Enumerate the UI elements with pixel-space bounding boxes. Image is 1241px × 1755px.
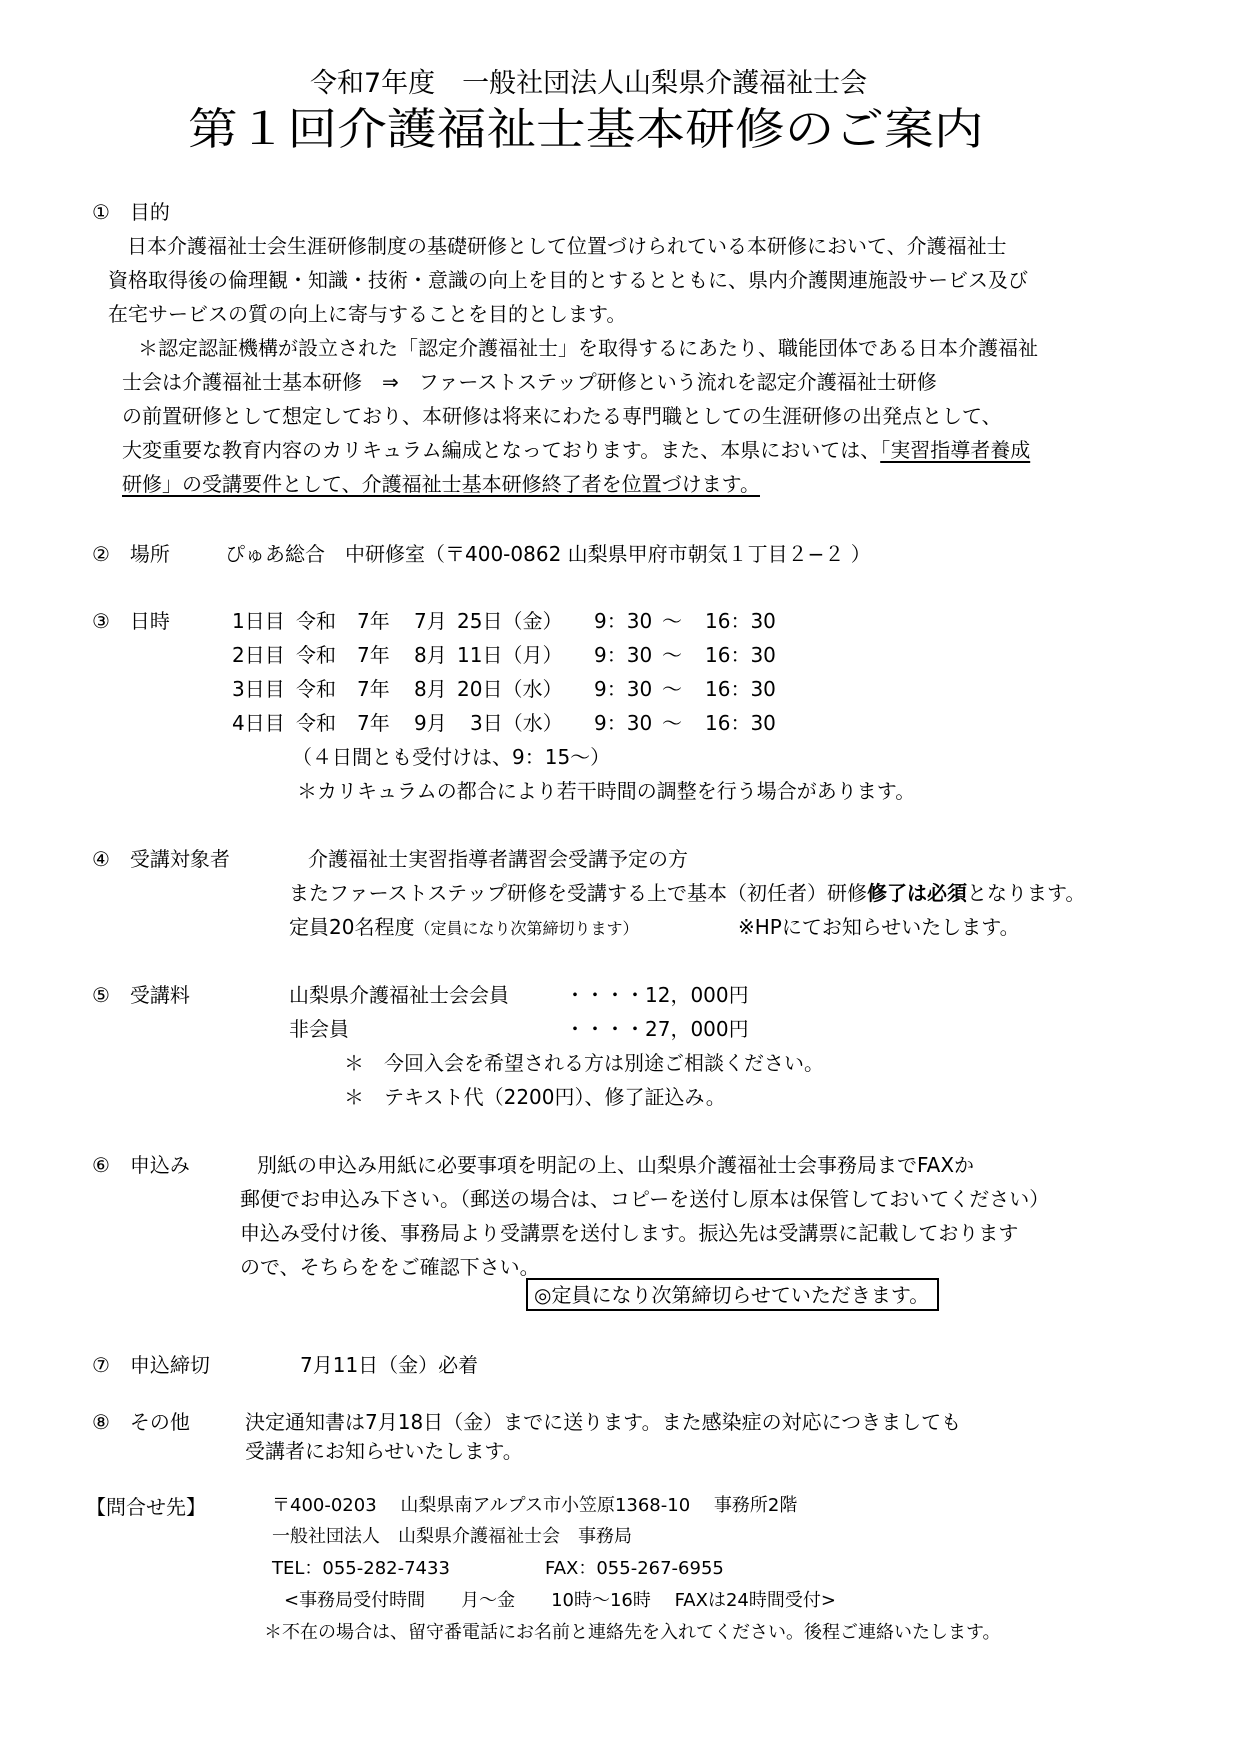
schedule-start: 9：30 [594,711,653,735]
schedule-date: 3日（水） [470,711,563,735]
contact-hours: <事務局受付時間 月〜金 10時〜16時 FAXは24時間受付> [284,1590,836,1611]
target-line-2-bold: 修了は必須 [867,881,967,905]
schedule-month: 8月 [414,643,447,667]
schedule-era: 令和 [296,711,336,735]
schedule-end: 16：30 [705,643,776,667]
schedule-sep: 〜 [662,609,682,633]
schedule-sep: 〜 [662,711,682,735]
capacity-text: 定員20名程度 [289,915,415,939]
deadline-heading: ⑦ 申込締切 [92,1353,210,1377]
purpose-line-7-text: 大変重要な教育内容のカリキュラム編成となっております。また、本県においては、 [122,438,881,462]
contact-fax: FAX：055-267-6955 [545,1558,724,1579]
purpose-line-7 [122,440,1030,460]
schedule-start: 9：30 [594,643,653,667]
schedule-era: 令和 [296,609,336,633]
purpose-line-7-underlined: 「実習指導者養成 [880,438,1031,462]
schedule-sep: 〜 [662,643,682,667]
datetime-note-reception: （４日間とも受付けは、9：15〜） [292,745,611,769]
schedule-date: 25日（金） [457,609,563,633]
application-line-2: 郵便でお申込み下さい。（郵送の場合は、コピーを送付し原本は保管しておいてください） [240,1187,1050,1211]
purpose-line-5: 士会は介護福祉士基本研修 ⇒ ファーストステップ研修という流れを認定介護福祉士研修 [122,370,937,394]
contact-heading: 【問合せ先】 [86,1495,206,1519]
capacity-note: （定員になり次第締切ります） [414,919,639,938]
schedule-sep: 〜 [662,677,682,701]
fee-note-text: ＊ テキスト代（2200円）、修了証込み。 [344,1085,726,1109]
place-heading: ② 場所 [92,542,170,566]
datetime-note-adjust: ＊カリキュラムの都合により若干時間の調整を行う場合があります。 [297,779,916,803]
schedule-year: 7年 [357,609,390,633]
schedule-era: 令和 [296,677,336,701]
schedule-month: 8月 [414,677,447,701]
schedule-era: 令和 [296,643,336,667]
contact-tel: TEL：055-282-7433 [272,1558,450,1579]
purpose-line-3: 在宅サービスの質の向上に寄与することを目的とします。 [108,302,627,326]
schedule-end: 16：30 [705,609,776,633]
schedule-month: 7月 [414,609,447,633]
schedule-day: 2日目 [232,643,285,667]
purpose-heading: ① 目的 [92,200,170,224]
hp-note: ※HPにてお知らせいたします。 [738,915,1020,939]
subtitle: 令和7年度 一般社団法人山梨県介護福祉士会 [310,68,868,99]
fee-member-price: ・・・・12，000円 [565,983,749,1007]
schedule-year: 7年 [357,677,390,701]
place-value: ぴゅあ総合 中研修室（〒400-0862 山梨県甲府市朝気１丁目２−２ ） [225,542,871,566]
purpose-line-2: 資格取得後の倫理観・知識・技術・意識の向上を目的とするとともに、県内介護関連施設サービス及び [108,268,1028,292]
target-heading: ④ 受講対象者 [92,847,230,871]
capacity-deadline-notice: ◎定員になり次第締切らせていただきます。 [526,1278,939,1311]
purpose-line-8: 研修」の受講要件として、介護福祉士基本研修終了者を位置づけます。 [122,472,760,496]
target-line-1: 介護福祉士実習指導者講習会受講予定の方 [308,847,688,871]
target-capacity [289,917,638,937]
application-heading: ⑥ 申込み [92,1153,190,1177]
contact-absent-note: ＊不在の場合は、留守番電話にお名前と連絡先を入れてください。後程ご連絡いたします。 [264,1622,1001,1643]
schedule-day: 3日目 [232,677,285,701]
target-line-2c: となります。 [967,881,1086,905]
schedule-month: 9月 [414,711,447,735]
page-title: 第１回介護福祉士基本研修のご案内 [188,104,984,155]
application-line-1: 別紙の申込み用紙に必要事項を明記の上、山梨県介護福祉士会事務局までFAXか [257,1153,975,1177]
schedule-end: 16：30 [705,677,776,701]
schedule-date: 20日（水） [457,677,563,701]
contact-organization: 一般社団法人 山梨県介護福祉士会 事務局 [272,1526,632,1547]
fee-heading: ⑤ 受講料 [92,983,190,1007]
application-line-3: 申込み受付け後、事務局より受講票を送付します。振込先は受講票に記載しております [240,1221,1019,1245]
fee-note-membership: ＊ 今回入会を希望される方は別途ご相談ください。 [344,1051,824,1075]
schedule-end: 16：30 [705,711,776,735]
purpose-line-4: ＊認定認証機構が設立された「認定介護福祉士」を取得するにあたり、職能団体である日本介護福祉 [138,336,1038,360]
other-line-2: 受講者にお知らせいたします。 [245,1439,523,1463]
contact-address: 〒400-0203 山梨県南アルプス市小笠原1368-10 事務所2階 [272,1495,798,1516]
fee-nonmember-label: 非会員 [289,1017,349,1041]
other-line-1: 決定通知書は7月18日（金）までに送ります。また感染症の対応につきましても [245,1410,962,1434]
fee-nonmember-price: ・・・・27，000円 [565,1017,749,1041]
purpose-line-1: 日本介護福祉士会生涯研修制度の基礎研修として位置づけられている本研修において、介護福祉士 [127,234,1007,258]
schedule-start: 9：30 [594,609,653,633]
schedule-day: 4日目 [232,711,285,735]
purpose-line-6: の前置研修として想定しており、本研修は将来にわたる専門職としての生涯研修の出発点として、 [122,404,1002,428]
schedule-year: 7年 [357,711,390,735]
target-line-2 [289,883,1085,903]
schedule-year: 7年 [357,643,390,667]
schedule-day: 1日目 [232,609,285,633]
other-heading: ⑧ その他 [92,1410,190,1434]
schedule-date: 11日（月） [457,643,563,667]
schedule-start: 9：30 [594,677,653,701]
deadline-value: 7月11日（金）必着 [300,1353,479,1377]
fee-member-label: 山梨県介護福祉士会会員 [289,983,509,1007]
datetime-heading: ③ 日時 [92,609,170,633]
target-line-2a: またファーストステップ研修を受講する上で基本（初任者）研修 [289,881,867,905]
application-line-4: ので、そちらををご確認下さい。 [240,1255,540,1279]
